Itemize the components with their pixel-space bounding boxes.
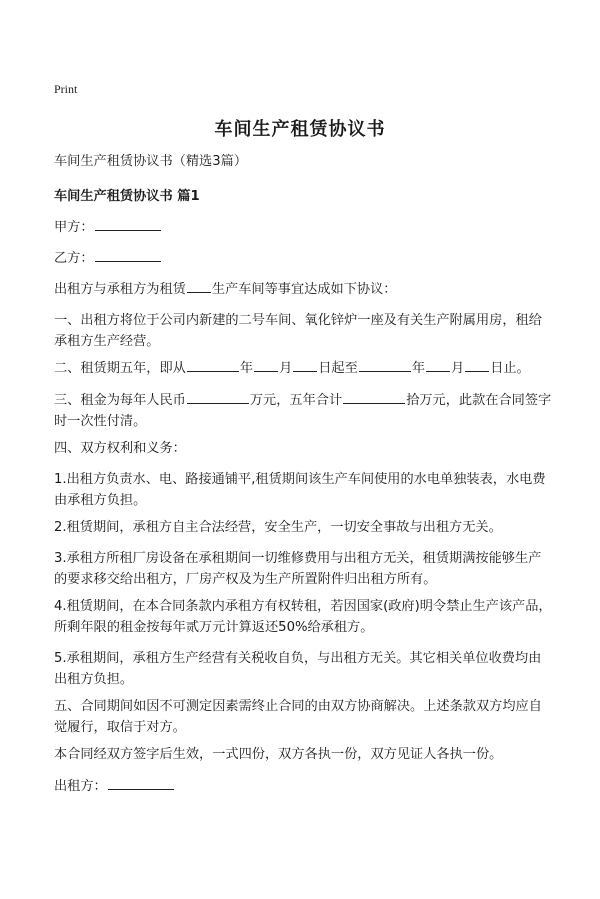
- clause-2-text: 月: [451, 361, 465, 376]
- clause-3-text: 万元，五年合计: [249, 393, 343, 408]
- item-3: 3.承租方所租厂房设备在承租期间一切维修费用与出租方无关，租赁期满按能够生产的要求移交给出租方，厂房产权及为生产所置附件归出租方所有。: [54, 551, 542, 587]
- item-1: 1.出租方负责水、电、路接通铺平,租赁期间该生产车间使用的水电单独装表，水电费由承租方负担。: [54, 472, 546, 508]
- intro-blank: [187, 279, 211, 293]
- intro-text-after: 生产车间等事宜达成如下协议：: [211, 282, 397, 297]
- clause-2-text: 年: [411, 361, 425, 376]
- clause-2: [54, 358, 554, 379]
- item-4: 4.租赁期间，在本合同条款内承租方有权转租，若因国家(政府)明令禁止生产该产品，所剩年限的租金按每年贰万元计算返还50%给承租方。: [54, 599, 552, 635]
- clause-2-text: 年: [239, 361, 254, 376]
- item-5: 5.承租期间，承租方生产经营有关税收自负，与出租方无关。其它相关单位收费均由出租方负担。: [54, 651, 542, 687]
- party-a-blank: [95, 217, 161, 231]
- lessor-label: 出租方：: [54, 779, 107, 794]
- print-link[interactable]: Print: [54, 82, 78, 96]
- document-title: 车间生产租赁协议书: [214, 119, 386, 140]
- party-b-blank: [95, 248, 161, 262]
- blank: [187, 390, 249, 404]
- party-b-line: [54, 248, 554, 269]
- intro-text-before: 出租方与承租方为租赁: [54, 282, 186, 297]
- blank: [426, 358, 450, 372]
- blank: [343, 390, 405, 404]
- party-a-line: [54, 217, 554, 238]
- lessor-blank: [108, 776, 174, 790]
- clause-2-text: 日起至: [318, 361, 358, 376]
- blank: [187, 358, 239, 372]
- intro-paragraph: [54, 279, 554, 300]
- clause-2-text: 日止。: [490, 361, 530, 376]
- document-subtitle: 车间生产租赁协议书（精选3篇）: [54, 154, 248, 169]
- clause-3-text: 拾万元，此款在合同签字时一次性付清。: [54, 393, 552, 429]
- blank: [359, 358, 411, 372]
- lessor-line: [54, 776, 554, 797]
- item-2: 2.租赁期间，承租方自主合法经营，安全生产，一切安全事故与出租方无关。: [54, 520, 502, 535]
- section-heading: 车间生产租赁协议书 篇1: [54, 189, 200, 204]
- party-b-label: 乙方：: [54, 251, 94, 266]
- clause-2-text: 月: [279, 361, 293, 376]
- blank: [293, 358, 317, 372]
- blank: [254, 358, 278, 372]
- clause-3-text: 三、租金为每年人民币: [54, 393, 186, 408]
- clause-1: 一、出租方将位于公司内新建的二号车间、氧化锌炉一座及有关生产附属用房，租给承租方生产经营。: [54, 313, 542, 349]
- clause-2-text: 二、租赁期五年，即从: [54, 361, 186, 376]
- clause-3: [54, 390, 554, 432]
- clause-4: 四、双方权利和义务：: [54, 441, 186, 456]
- blank: [465, 358, 489, 372]
- clause-6: 本合同经双方签字后生效，一式四份，双方各执一份，双方见证人各执一份。: [54, 747, 503, 762]
- clause-5: 五、合同期间如因不可测定因素需终止合同的由双方协商解决。上述条款双方均应自觉履行，取信于对方。: [54, 699, 542, 735]
- party-a-label: 甲方：: [54, 220, 94, 235]
